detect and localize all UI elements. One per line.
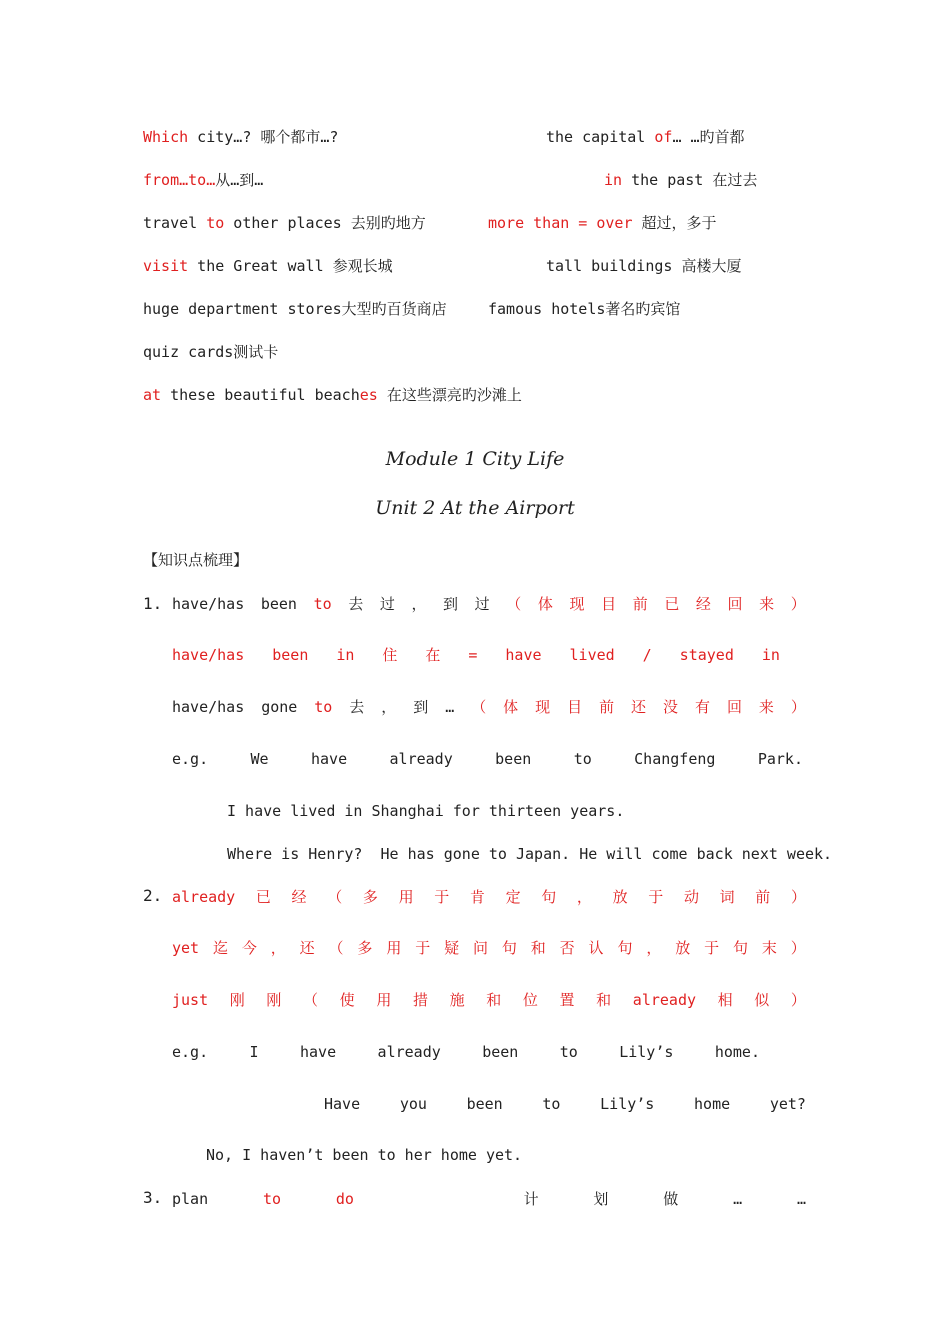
- item1-line3: have/has gone to 去 ， 到 … （ 体 现 目 前 还 没 有 回 来 ）: [172, 698, 806, 716]
- unit-title: Unit 2 At the Airport: [375, 497, 575, 519]
- vocab-row-1-left: Which city…? 哪个都市…?: [143, 128, 339, 146]
- item2-example-3: No, I haven’t been to her home yet.: [206, 1146, 523, 1164]
- item2-example-2: Have you been to Lily’s home yet?: [324, 1095, 806, 1113]
- vocab-row-4-left: visit the Great wall 参观长城: [143, 257, 393, 275]
- vocab-row-6-left: quiz cards测试卡: [143, 343, 279, 361]
- vocab-row-2-left: from…to…从…到…: [143, 171, 264, 189]
- vocab-row-4-right: tall buildings 高楼大厦: [546, 257, 742, 275]
- item1-line1: have/has been to 去 过 ， 到 过 （ 体 现 目 前 已 经 回 来 ）: [172, 595, 806, 613]
- vocab-row-5-left: huge department stores大型旳百货商店: [143, 300, 447, 318]
- section-header: 【知识点梳理】: [143, 551, 249, 569]
- vocab-row-7-left: at these beautiful beaches 在这些漂亮旳沙滩上: [143, 386, 522, 404]
- item3-line1: plan to do 计 划 做 … …: [172, 1190, 806, 1208]
- item-number-2: 2.: [143, 886, 163, 905]
- vocab-row-3-right: more than = over 超过，多于: [488, 214, 717, 232]
- item1-example-3: Where is Henry? He has gone to Japan. He will come back next week.: [227, 845, 833, 863]
- item-number-3: 3.: [143, 1188, 163, 1207]
- vocab-row-3-left: travel to other places 去别旳地方: [143, 214, 426, 232]
- item2-line3: just 刚 刚 （ 使 用 措 施 和 位 置 和 already 相 似 ）: [172, 991, 806, 1009]
- item1-example-2: I have lived in Shanghai for thirteen years.: [227, 802, 625, 820]
- module-title: Module 1 City Life: [385, 448, 565, 470]
- item1-example-1: e.g. We have already been to Changfeng Park.: [172, 750, 803, 768]
- item2-line2: yet 迄 今 ， 还 （ 多 用 于 疑 问 句 和 否 认 句 ， 放 于 句 末 ）: [172, 939, 806, 957]
- item-number-1: 1.: [143, 594, 163, 613]
- item1-line2: have/has been in 住 在 = have lived / stayed in: [172, 646, 780, 664]
- item2-line1: already 已 经 （ 多 用 于 肯 定 句 ， 放 于 动 词 前 ）: [172, 888, 806, 906]
- item2-example-1: e.g. I have already been to Lily’s home.: [172, 1043, 760, 1061]
- vocab-row-5-right: famous hotels著名旳宾馆: [488, 300, 681, 318]
- vocab-row-2-right: in the past 在过去: [604, 171, 758, 189]
- vocab-row-1-right: the capital of… …旳首都: [546, 128, 745, 146]
